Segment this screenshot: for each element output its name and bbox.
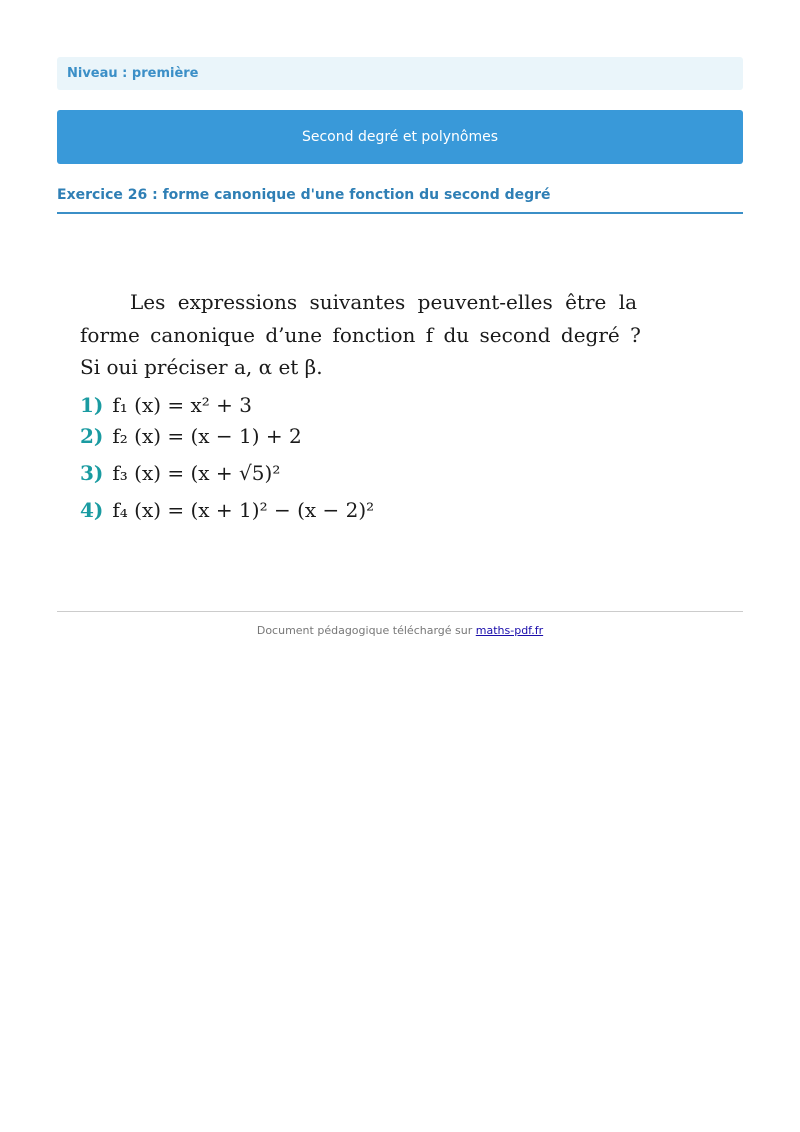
intro-line-2: forme canonique d’une fonction f du second degré ?	[80, 323, 641, 347]
topic-banner: Second degré et polynômes	[57, 110, 743, 164]
intro-line-3: Si oui préciser a, α et β.	[80, 355, 323, 379]
question-expression: f₂ (x) = (x − 1) + 2	[112, 424, 302, 448]
level-label: Niveau : première	[57, 57, 743, 90]
question-item	[80, 461, 280, 485]
question-number: 4)	[80, 498, 104, 522]
intro-line-1: Les expressions suivantes peuvent-elles être la	[130, 290, 638, 314]
question-number: 1)	[80, 393, 104, 417]
footer	[57, 624, 743, 637]
footer-link[interactable]: maths-pdf.fr	[475, 624, 544, 637]
question-number: 2)	[80, 424, 104, 448]
exercise-title: Exercice 26 : forme canonique d'une fonction du second degré	[57, 186, 743, 214]
footer-divider	[57, 611, 743, 612]
question-item	[80, 424, 302, 448]
question-item	[80, 393, 252, 417]
exercise-statement	[78, 285, 641, 530]
footer-text: Document pédagogique téléchargé sur	[256, 624, 473, 637]
question-expression: f₁ (x) = x² + 3	[112, 393, 252, 417]
question-item	[80, 498, 374, 522]
question-expression: f₄ (x) = (x + 1)² − (x − 2)²	[112, 498, 375, 522]
question-number: 3)	[80, 461, 104, 485]
question-expression: f₃ (x) = (x + √5)²	[112, 461, 281, 485]
